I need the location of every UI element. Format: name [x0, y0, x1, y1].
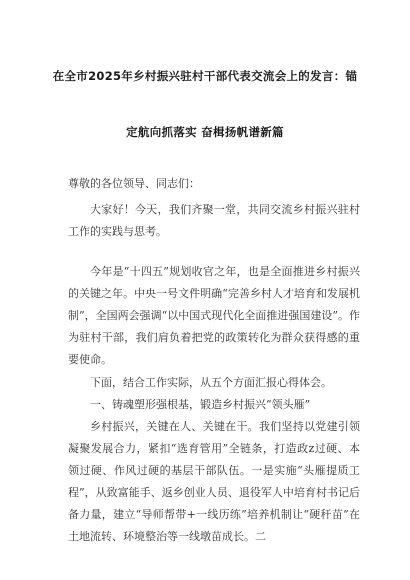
paragraph-section-1 [68, 416, 360, 548]
salutation: 尊敬的各位领导、同志们： [68, 177, 200, 190]
section-heading-1 [68, 394, 360, 416]
paragraph-greeting [68, 199, 360, 243]
section-heading-text: 一、铸魂塑形强根基，锻造乡村振兴“领头雁” [90, 398, 311, 411]
paragraph-text: 今年是“十四五”规划收官之年，也是全面推进乡村振兴的关键之年。中央一号文件明确“完善乡村人才培育和发展机制”，全国两会强调“以中国式现代化全面推进强国建设”。作为驻村干部，我们肩负着把党的政策转化为群众获得感的重要使命。 [68, 265, 360, 366]
paragraph-text: 大家好！今天，我们齐聚一堂，共同交流乡村振兴驻村工作的实践与思考。 [68, 203, 360, 238]
paragraph-context [68, 261, 360, 371]
document-title-line1: 在全市2025年乡村振兴驻村干部代表交流会上的发言：锚 [52, 69, 358, 83]
document-title-line2: 定航向抓落实 奋楫扬帆谱新篇 [126, 125, 284, 139]
paragraph-text: 下面，结合工作实际，从五个方面汇报心得体会。 [90, 376, 332, 389]
paragraph-intro [68, 372, 360, 394]
paragraph-text: 乡村振兴，关键在人、关键在干。我们坚持以党建引领凝聚发展合力，紧扣“选育管用”全链条，打造政z过硬、本领过硬、作风过硬的基层干部队伍。一是实施“头雁提质工程”，从致富能手、返乡创业人员、退役军人中培育村书记后备力量，建立“导师帮带+一线历练”培养机制让“硬秆苗”在土地流转、环境整治等一线墩苗成长。二 [68, 420, 360, 543]
